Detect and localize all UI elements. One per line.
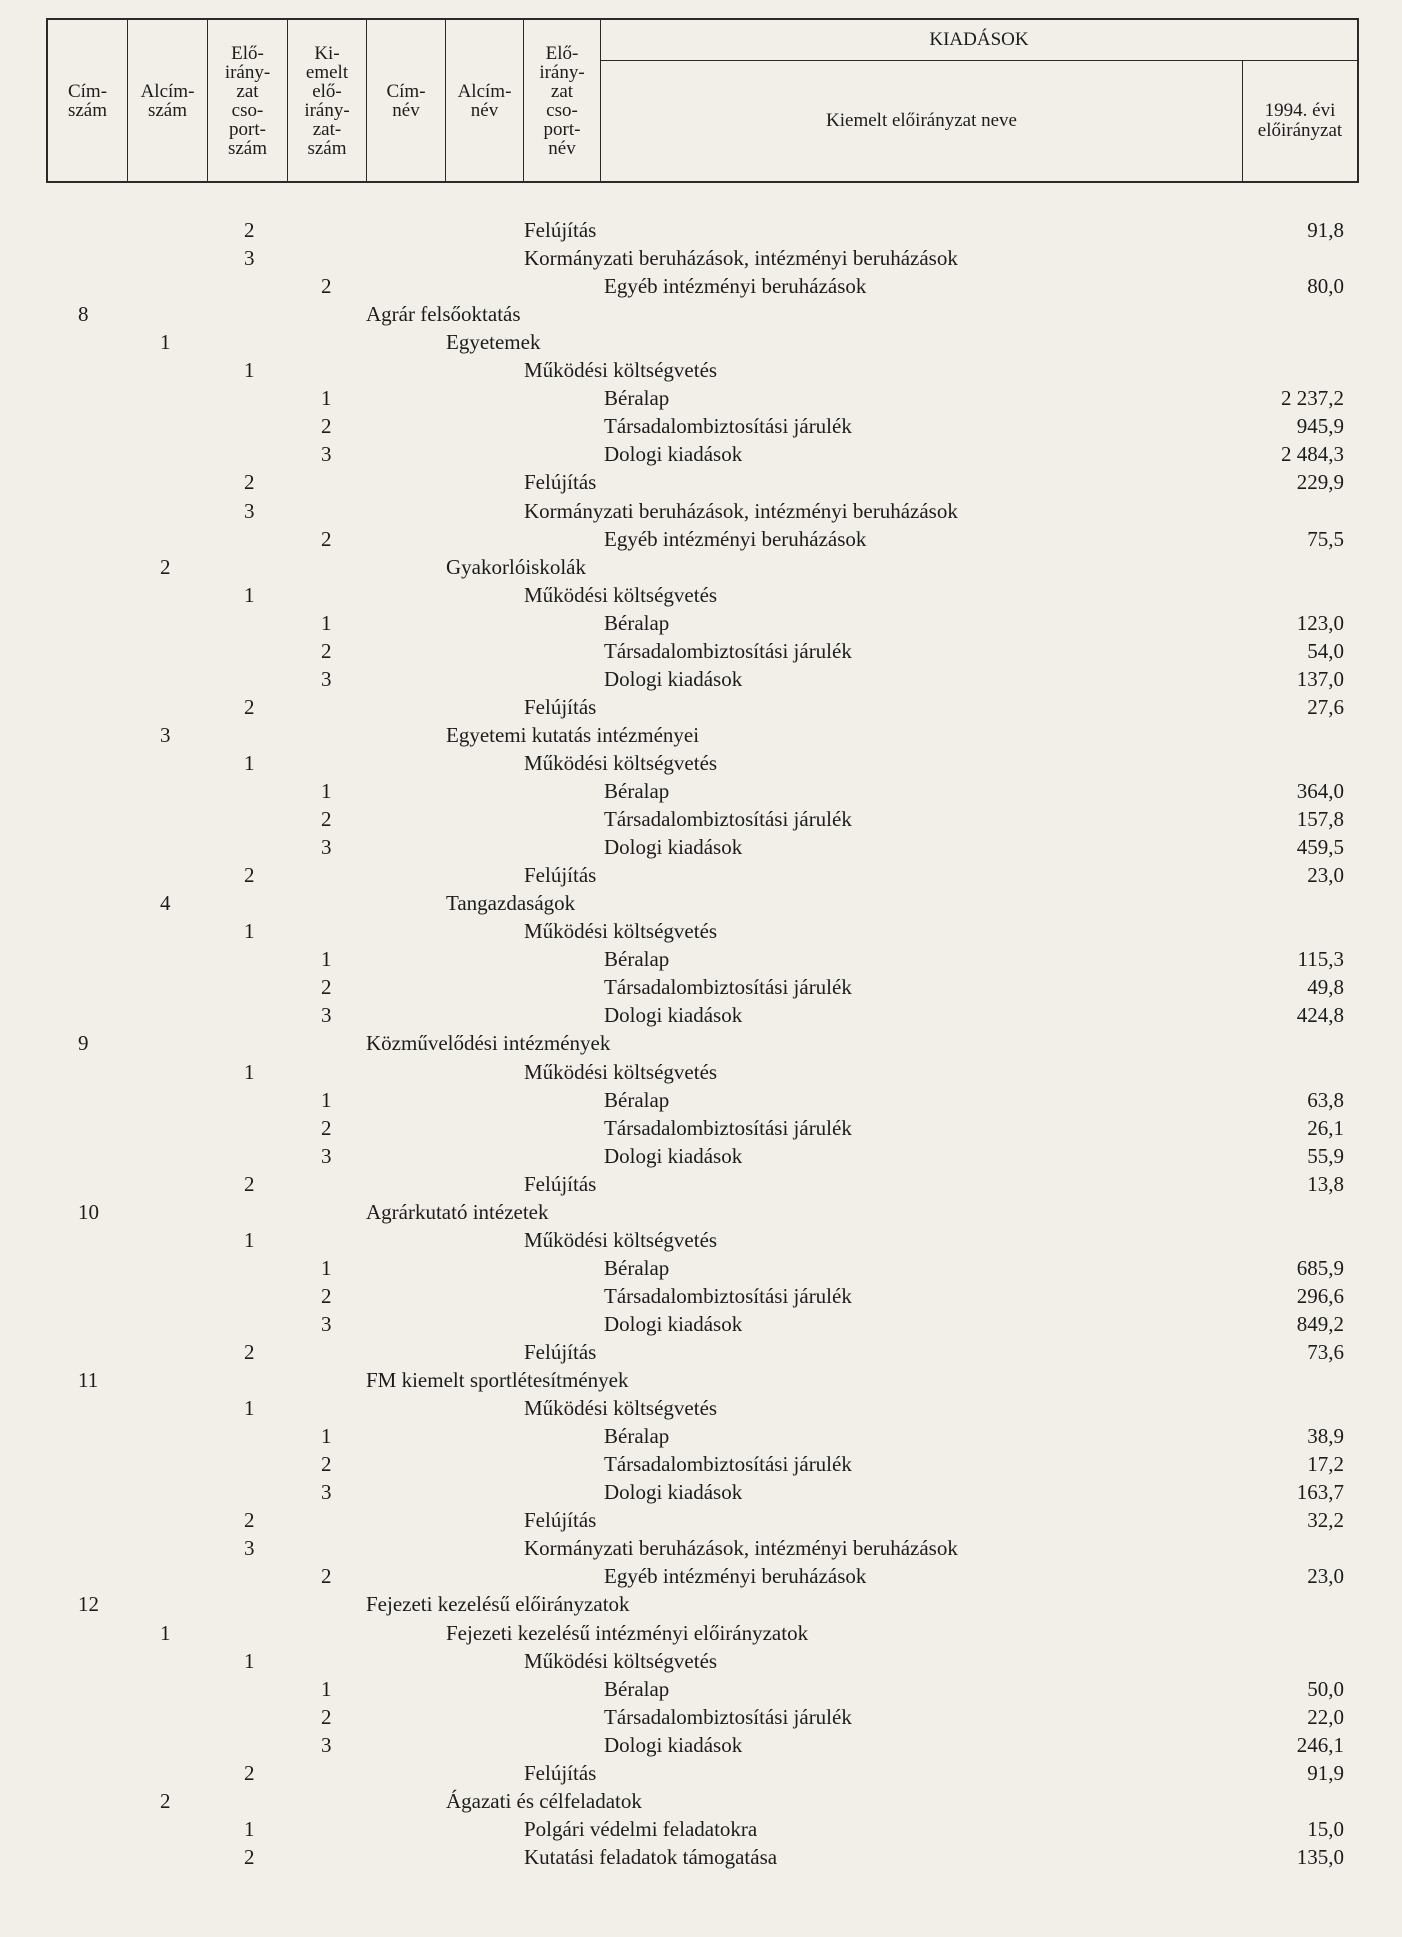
- row-name: Működési költségvetés: [524, 1648, 718, 1673]
- row-amount: 17,2: [1307, 1452, 1344, 1477]
- row-name: Működési költségvetés: [524, 582, 718, 607]
- row-amount: 91,9: [1307, 1760, 1344, 1785]
- code-kiemelt: 2: [321, 1704, 332, 1729]
- code-csoport: 1: [244, 358, 255, 383]
- code-kiemelt: 1: [321, 779, 332, 803]
- code-kiemelt: 2: [321, 638, 332, 663]
- row-amount: 75,5: [1307, 526, 1344, 551]
- table-row: [0, 917, 1402, 945]
- row-name: Társadalombiztosítási járulék: [604, 1704, 852, 1729]
- row-name: Társadalombiztosítási járulék: [604, 1452, 852, 1477]
- table-row: [0, 1450, 1402, 1478]
- row-name: Béralap: [604, 1087, 670, 1112]
- code-alcimszam: 2: [160, 554, 171, 579]
- row-name: Béralap: [604, 386, 670, 411]
- row-name: Dologi kiadások: [604, 1003, 743, 1028]
- row-amount: 685,9: [1296, 1255, 1344, 1280]
- table-row: [0, 468, 1402, 496]
- row-name: Felújítás: [524, 694, 597, 719]
- table-row: [0, 581, 1402, 609]
- row-name: Egyéb intézményi beruházások: [604, 1564, 867, 1589]
- table-row: [0, 1675, 1402, 1703]
- row-name: Működési költségvetés: [524, 1227, 718, 1252]
- code-kiemelt: 2: [321, 274, 332, 299]
- table-row: [0, 945, 1402, 973]
- table-row: [0, 328, 1402, 356]
- table-row: [0, 1619, 1402, 1647]
- code-kiemelt: 1: [321, 1255, 332, 1280]
- code-kiemelt: 2: [321, 807, 332, 832]
- code-csoport: 2: [244, 1844, 255, 1869]
- row-name: Gyakorlóiskolák: [446, 554, 586, 579]
- code-kiemelt: 2: [321, 1564, 332, 1589]
- code-kiemelt: 3: [321, 666, 332, 691]
- table-row: [0, 412, 1402, 440]
- table-row: [0, 777, 1402, 805]
- row-name: Dologi kiadások: [604, 1480, 743, 1505]
- row-name: Kormányzati beruházások, intézményi beruházások: [524, 1536, 958, 1561]
- row-name: Társadalombiztosítási járulék: [604, 975, 852, 1000]
- row-amount: 55,9: [1307, 1143, 1344, 1168]
- code-kiemelt: 2: [321, 414, 332, 439]
- row-amount: 73,6: [1307, 1340, 1344, 1364]
- row-amount: 849,2: [1296, 1311, 1344, 1336]
- row-name: Fejezeti kezelésű előirányzatok: [366, 1592, 630, 1617]
- row-amount: 424,8: [1296, 1003, 1344, 1028]
- table-row: [0, 1366, 1402, 1394]
- code-csoport: 2: [244, 1508, 255, 1533]
- code-csoport: 1: [244, 1816, 255, 1841]
- code-kiemelt: 1: [321, 610, 332, 635]
- code-cimszam: 8: [78, 302, 89, 327]
- row-name: Tangazdaságok: [446, 891, 576, 916]
- code-alcimszam: 1: [160, 1620, 171, 1645]
- table-row: [0, 1843, 1402, 1871]
- row-amount: 54,0: [1307, 638, 1344, 663]
- code-kiemelt: 2: [321, 975, 332, 1000]
- header-cimnev: Cím- név: [367, 20, 446, 181]
- code-kiemelt: 2: [321, 1115, 332, 1140]
- code-csoport: 2: [244, 1171, 255, 1196]
- code-kiemelt: 2: [321, 1283, 332, 1308]
- table-row: [0, 384, 1402, 412]
- table-row: [0, 1282, 1402, 1310]
- row-amount: 32,2: [1307, 1508, 1344, 1533]
- row-name: Társadalombiztosítási járulék: [604, 638, 852, 663]
- table-row: [0, 833, 1402, 861]
- row-name: Egyéb intézményi beruházások: [604, 274, 867, 299]
- table-row: [0, 861, 1402, 889]
- row-amount: 115,3: [1297, 947, 1344, 972]
- row-amount: 137,0: [1296, 666, 1344, 691]
- row-amount: 15,0: [1307, 1816, 1344, 1841]
- code-kiemelt: 2: [321, 1452, 332, 1477]
- code-csoport: 1: [244, 1396, 255, 1421]
- table-row: [0, 1170, 1402, 1198]
- row-amount: 13,8: [1307, 1171, 1344, 1196]
- table-row: [0, 216, 1402, 244]
- table-row: [0, 1422, 1402, 1450]
- header-cimszam: Cím- szám: [48, 20, 128, 181]
- row-name: Dologi kiadások: [604, 442, 743, 467]
- table-row: [0, 637, 1402, 665]
- row-name: Társadalombiztosítási járulék: [604, 1115, 852, 1140]
- row-name: Felújítás: [524, 1340, 597, 1364]
- row-name: Dologi kiadások: [604, 1311, 743, 1336]
- row-name: Béralap: [604, 1424, 670, 1449]
- row-name: Működési költségvetés: [524, 1396, 718, 1421]
- code-csoport: 3: [244, 246, 255, 271]
- row-name: Dologi kiadások: [604, 1143, 743, 1168]
- table-row: [0, 721, 1402, 749]
- row-name: Kormányzati beruházások, intézményi beruházások: [524, 246, 958, 271]
- code-csoport: 2: [244, 1340, 255, 1364]
- row-amount: 945,9: [1296, 414, 1344, 439]
- table-row: [0, 300, 1402, 328]
- row-name: Polgári védelmi feladatokra: [524, 1816, 758, 1841]
- row-name: Felújítás: [524, 1508, 597, 1533]
- table-row: [0, 1058, 1402, 1086]
- row-name: Felújítás: [524, 470, 597, 495]
- header-alcimszam: Alcím- szám: [128, 20, 208, 181]
- table-row: [0, 1254, 1402, 1282]
- row-amount: 23,0: [1307, 863, 1344, 888]
- table-row: [0, 665, 1402, 693]
- row-name: Társadalombiztosítási járulék: [604, 414, 852, 439]
- table-row: [0, 244, 1402, 272]
- row-name: Működési költségvetés: [524, 358, 718, 383]
- code-csoport: 2: [244, 863, 255, 888]
- table-row: [0, 1534, 1402, 1562]
- table-row: [0, 749, 1402, 777]
- table-row: [0, 1001, 1402, 1029]
- row-amount: 38,9: [1307, 1424, 1344, 1449]
- row-name: Felújítás: [524, 1171, 597, 1196]
- code-csoport: 2: [244, 470, 255, 495]
- row-name: Fejezeti kezelésű intézményi előirányzatok: [446, 1620, 809, 1645]
- row-name: Működési költségvetés: [524, 1059, 718, 1084]
- code-csoport: 1: [244, 582, 255, 607]
- row-name: Felújítás: [524, 1760, 597, 1785]
- row-name: FM kiemelt sportlétesítmények: [366, 1368, 629, 1393]
- row-amount: 459,5: [1296, 835, 1344, 860]
- row-amount: 63,8: [1307, 1087, 1344, 1112]
- table-row: [0, 553, 1402, 581]
- row-name: Béralap: [604, 610, 670, 635]
- row-name: Társadalombiztosítási járulék: [604, 1283, 852, 1308]
- table-row: [0, 889, 1402, 917]
- row-name: Társadalombiztosítási járulék: [604, 807, 852, 832]
- row-name: Béralap: [604, 947, 670, 972]
- table-row: [0, 1086, 1402, 1114]
- header-eloiranyzat-csoport-szam: Elő- irány- zat cso- port- szám: [208, 20, 288, 181]
- row-name: Egyetemek: [446, 330, 541, 355]
- code-kiemelt: 2: [321, 526, 332, 551]
- table-row: [0, 1226, 1402, 1254]
- code-csoport: 1: [244, 750, 255, 775]
- code-cimszam: 12: [78, 1592, 99, 1617]
- code-kiemelt: 3: [321, 1003, 332, 1028]
- code-kiemelt: 3: [321, 1143, 332, 1168]
- row-amount: 49,8: [1307, 975, 1344, 1000]
- table-row: [0, 1759, 1402, 1787]
- row-amount: 364,0: [1296, 779, 1344, 803]
- table-row: [0, 1198, 1402, 1226]
- header-kiemelt-eloiranyzat-neve: Kiemelt előirányzat neve: [601, 60, 1243, 181]
- table-row: [0, 1478, 1402, 1506]
- code-cimszam: 9: [78, 1031, 89, 1056]
- code-cimszam: 11: [78, 1368, 99, 1393]
- row-amount: 135,0: [1296, 1844, 1344, 1869]
- code-alcimszam: 1: [160, 330, 171, 355]
- code-kiemelt: 3: [321, 442, 332, 467]
- row-amount: 26,1: [1307, 1115, 1344, 1140]
- row-name: Kutatási feladatok támogatása: [524, 1844, 778, 1869]
- code-csoport: 1: [244, 919, 255, 944]
- header-1994-eloiranyzat: 1994. évi előirányzat: [1257, 99, 1343, 141]
- row-amount: 246,1: [1296, 1732, 1344, 1757]
- code-csoport: 3: [244, 1536, 255, 1561]
- header-kiemelt-eloiranyzat-szam: Ki- emelt elő- irány- zat- szám: [288, 20, 367, 181]
- table-row: [0, 1506, 1402, 1534]
- table-row: [0, 1703, 1402, 1731]
- code-kiemelt: 1: [321, 386, 332, 411]
- table-row: [0, 356, 1402, 384]
- header-eloiranyzat-csoport-nev: Elő- irány- zat cso- port- név: [524, 20, 601, 181]
- code-csoport: 2: [244, 694, 255, 719]
- row-name: Működési költségvetés: [524, 919, 718, 944]
- code-kiemelt: 3: [321, 1732, 332, 1757]
- row-amount: 80,0: [1307, 274, 1344, 299]
- row-name: Közművelődési intézmények: [366, 1031, 611, 1056]
- row-name: Egyéb intézményi beruházások: [604, 526, 867, 551]
- row-name: Ágazati és célfeladatok: [446, 1788, 642, 1813]
- code-kiemelt: 3: [321, 835, 332, 860]
- table-row: [0, 1815, 1402, 1843]
- row-name: Felújítás: [524, 863, 597, 888]
- code-alcimszam: 4: [160, 891, 171, 916]
- row-name: Béralap: [604, 779, 670, 803]
- code-csoport: 1: [244, 1059, 255, 1084]
- row-name: Működési költségvetés: [524, 750, 718, 775]
- row-name: Agrár felsőoktatás: [366, 302, 521, 327]
- table-row: [0, 973, 1402, 1001]
- code-kiemelt: 3: [321, 1480, 332, 1505]
- table-row: [0, 609, 1402, 637]
- code-kiemelt: 1: [321, 1087, 332, 1112]
- code-csoport: 3: [244, 498, 255, 523]
- table-row: [0, 1590, 1402, 1618]
- row-name: Egyetemi kutatás intézményei: [446, 722, 700, 747]
- table-row: [0, 1647, 1402, 1675]
- table-row: [0, 1562, 1402, 1590]
- code-cimszam: 10: [78, 1199, 99, 1224]
- code-kiemelt: 1: [321, 947, 332, 972]
- table-row: [0, 525, 1402, 553]
- row-amount: 163,7: [1296, 1480, 1344, 1505]
- row-name: Dologi kiadások: [604, 835, 743, 860]
- table-row: [0, 1142, 1402, 1170]
- table-row: [0, 272, 1402, 300]
- code-kiemelt: 1: [321, 1676, 332, 1701]
- row-name: Béralap: [604, 1676, 670, 1701]
- table-row: [0, 497, 1402, 525]
- table-row: [0, 1731, 1402, 1759]
- row-amount: 123,0: [1296, 610, 1344, 635]
- header-alcimnev: Alcím- név: [446, 20, 524, 181]
- table-row: [0, 1394, 1402, 1422]
- row-amount: 157,8: [1296, 807, 1344, 832]
- table-row: [0, 1787, 1402, 1815]
- table-row: [0, 440, 1402, 468]
- row-amount: 229,9: [1296, 470, 1344, 495]
- row-name: Dologi kiadások: [604, 666, 743, 691]
- row-amount: 2 484,3: [1281, 442, 1344, 467]
- code-csoport: 1: [244, 1648, 255, 1673]
- row-amount: 50,0: [1307, 1676, 1344, 1701]
- code-alcimszam: 3: [160, 722, 171, 747]
- table-row: [0, 693, 1402, 721]
- code-kiemelt: 1: [321, 1424, 332, 1449]
- code-csoport: 2: [244, 1760, 255, 1785]
- row-name: Felújítás: [524, 218, 597, 242]
- row-name: Kormányzati beruházások, intézményi beruházások: [524, 498, 958, 523]
- row-name: Dologi kiadások: [604, 1732, 743, 1757]
- code-alcimszam: 2: [160, 1788, 171, 1813]
- code-csoport: 1: [244, 1227, 255, 1252]
- row-amount: 91,8: [1307, 218, 1344, 242]
- table-row: [0, 805, 1402, 833]
- table-row: [0, 1114, 1402, 1142]
- row-amount: 23,0: [1307, 1564, 1344, 1589]
- table-row: [0, 1338, 1402, 1366]
- row-name: Béralap: [604, 1255, 670, 1280]
- row-amount: 2 237,2: [1281, 386, 1344, 411]
- row-name: Agrárkutató intézetek: [366, 1199, 549, 1224]
- row-amount: 27,6: [1307, 694, 1344, 719]
- row-amount: 22,0: [1307, 1704, 1344, 1729]
- table-row: [0, 1029, 1402, 1057]
- header-kiadasok: KIADÁSOK: [601, 20, 1357, 61]
- code-kiemelt: 3: [321, 1311, 332, 1336]
- code-csoport: 2: [244, 218, 255, 242]
- table-row: [0, 1310, 1402, 1338]
- row-amount: 296,6: [1296, 1283, 1344, 1308]
